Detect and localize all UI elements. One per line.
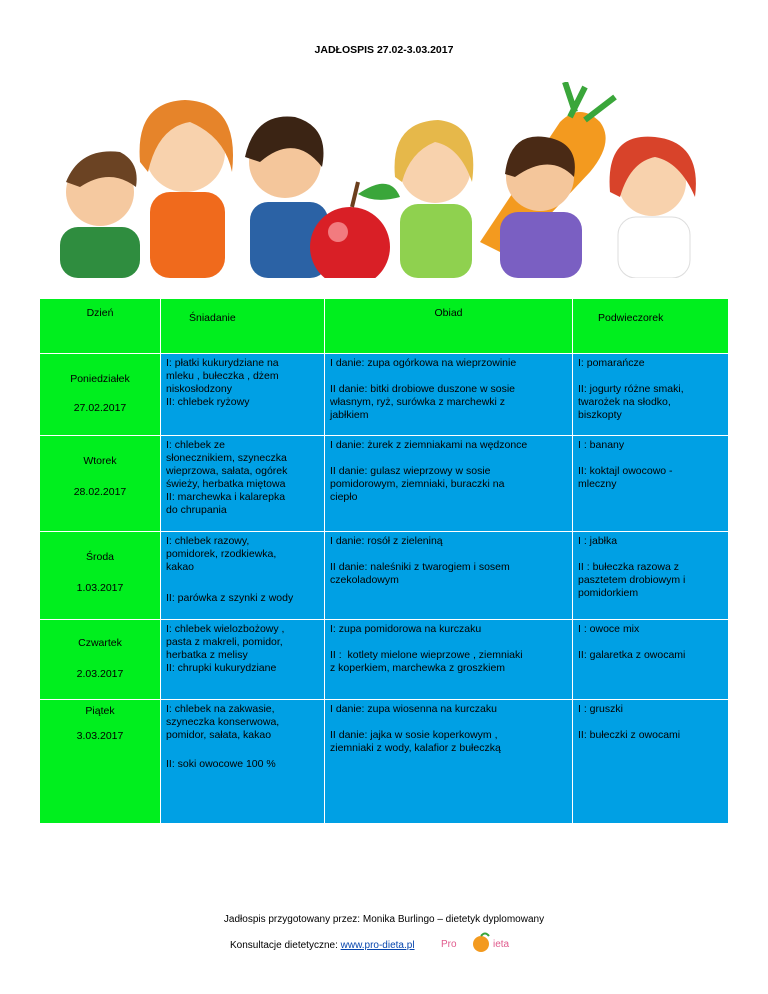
meal-text: I danie: zupa ogórkowa na wieprzowinie <box>330 357 517 369</box>
day-name: Czwartek <box>78 637 122 649</box>
meal-text: II danie: gulasz wieprzowy w sosie pomidorowym, ziemniaki, buraczki na ciepło <box>330 465 505 503</box>
prepared-by-note: Jadłospis przygotowany przez: Monika Burlingo – dietetyk dyplomowany <box>223 914 545 925</box>
day-date: 27.02.2017 <box>73 402 127 414</box>
table-row <box>40 532 729 620</box>
lunch-cell <box>325 700 573 824</box>
snack-cell <box>573 436 729 532</box>
meal-text: I: chlebek wielozbożowy , pasta z makreli, pomidor, herbatka z melisy II: chrupki kukurydziane <box>166 623 285 674</box>
day-date: 2.03.2017 <box>76 668 124 680</box>
consultation-line <box>230 940 415 951</box>
header-day: Dzień <box>40 299 161 354</box>
svg-text:Pro: Pro <box>441 939 457 950</box>
meal-text: I danie: rosół z zieleniną <box>330 535 443 547</box>
meal-text: I: chlebek na zakwasie, szyneczka konserwowa, pomidor, sałata, kakao <box>166 703 280 741</box>
meal-text: I : gruszki <box>578 703 623 715</box>
snack-cell <box>573 532 729 620</box>
day-name: Poniedziałek <box>70 373 130 385</box>
day-date: 1.03.2017 <box>76 582 124 594</box>
lunch-cell <box>325 354 573 436</box>
pro-dieta-logo <box>441 932 533 954</box>
meal-text: II: parówka z szynki z wody <box>166 592 294 604</box>
header-lunch: Obiad <box>325 299 573 354</box>
day-cell <box>40 620 161 700</box>
children-with-fruit-illustration <box>40 82 720 278</box>
meal-text: I: pomarańcze <box>578 357 645 369</box>
meal-text: I: chlebek razowy, pomidorek, rzodkiewka, kakao <box>166 535 277 573</box>
meal-text: I: chlebek ze słonecznikiem, szyneczka wieprzowa, sałata, ogórek świeży, herbatka miętowa II: marchewka i kalarepka do chrupania <box>166 439 288 516</box>
breakfast-cell <box>161 436 325 532</box>
meal-text: II: jogurty różne smaki, twarożek na słodko, biszkopty <box>578 383 684 421</box>
lunch-cell <box>325 620 573 700</box>
meal-text: II danie: bitki drobiowe duszone w sosie własnym, ryż, surówka z marchewki z jabłkiem <box>330 383 516 421</box>
meal-text: II: koktajl owocowo - mleczny <box>578 465 673 490</box>
breakfast-cell <box>161 620 325 700</box>
meal-text: II : kotlety mielone wieprzowe , ziemniaki z koperkiem, marchewka z groszkiem <box>330 649 523 674</box>
day-name: Piątek <box>85 705 115 717</box>
meal-text: II danie: naleśniki z twarogiem i sosem czekoladowym <box>330 561 510 586</box>
meal-text: I: zupa pomidorowa na kurczaku <box>330 623 482 635</box>
website-link[interactable]: www.pro-dieta.pl <box>340 940 415 951</box>
lunch-cell <box>325 436 573 532</box>
day-cell <box>40 436 161 532</box>
header-snack: Podwieczorek <box>573 299 729 354</box>
breakfast-cell <box>161 700 325 824</box>
snack-cell <box>573 354 729 436</box>
meal-text: II: bułeczki z owocami <box>578 729 681 741</box>
lunch-cell <box>325 532 573 620</box>
snack-cell <box>573 700 729 824</box>
meal-text: II danie: jajka w sosie koperkowym , ziemniaki z wody, kalafior z bułeczką <box>330 729 501 754</box>
breakfast-cell <box>161 354 325 436</box>
table-row <box>40 620 729 700</box>
day-cell <box>40 532 161 620</box>
svg-text:ieta: ieta <box>493 939 510 950</box>
day-cell <box>40 354 161 436</box>
day-date: 28.02.2017 <box>73 486 127 498</box>
meal-text: I : banany <box>578 439 625 451</box>
header-breakfast: Śniadanie <box>161 299 325 354</box>
menu-header-row <box>40 299 729 354</box>
snack-cell <box>573 620 729 700</box>
consultation-label: Konsultacje dietetyczne: <box>230 940 338 951</box>
meal-text: I: płatki kukurydziane na mleku , bułeczka , dżem niskosłodzony II: chlebek ryżowy <box>166 357 279 408</box>
meal-text: II: soki owocowe 100 % <box>166 758 276 770</box>
menu-table <box>39 298 729 824</box>
meal-text: I danie: zupa wiosenna na kurczaku <box>330 703 497 715</box>
day-cell <box>40 700 161 824</box>
table-row <box>40 354 729 436</box>
table-row <box>40 436 729 532</box>
meal-text: II : bułeczka razowa z pasztetem drobiowym i pomidorkiem <box>578 561 686 599</box>
meal-text: I : jabłka <box>578 535 618 547</box>
day-name: Wtorek <box>83 455 117 467</box>
meal-text: II: galaretka z owocami <box>578 649 686 661</box>
day-date: 3.03.2017 <box>76 730 124 742</box>
page-title: JADŁOSPIS 27.02-3.03.2017 <box>314 44 454 56</box>
breakfast-cell <box>161 532 325 620</box>
meal-text: I : owoce mix <box>578 623 640 635</box>
table-row <box>40 700 729 824</box>
day-name: Środa <box>85 551 115 563</box>
meal-text: I danie: żurek z ziemniakami na wędzonce <box>330 439 528 451</box>
